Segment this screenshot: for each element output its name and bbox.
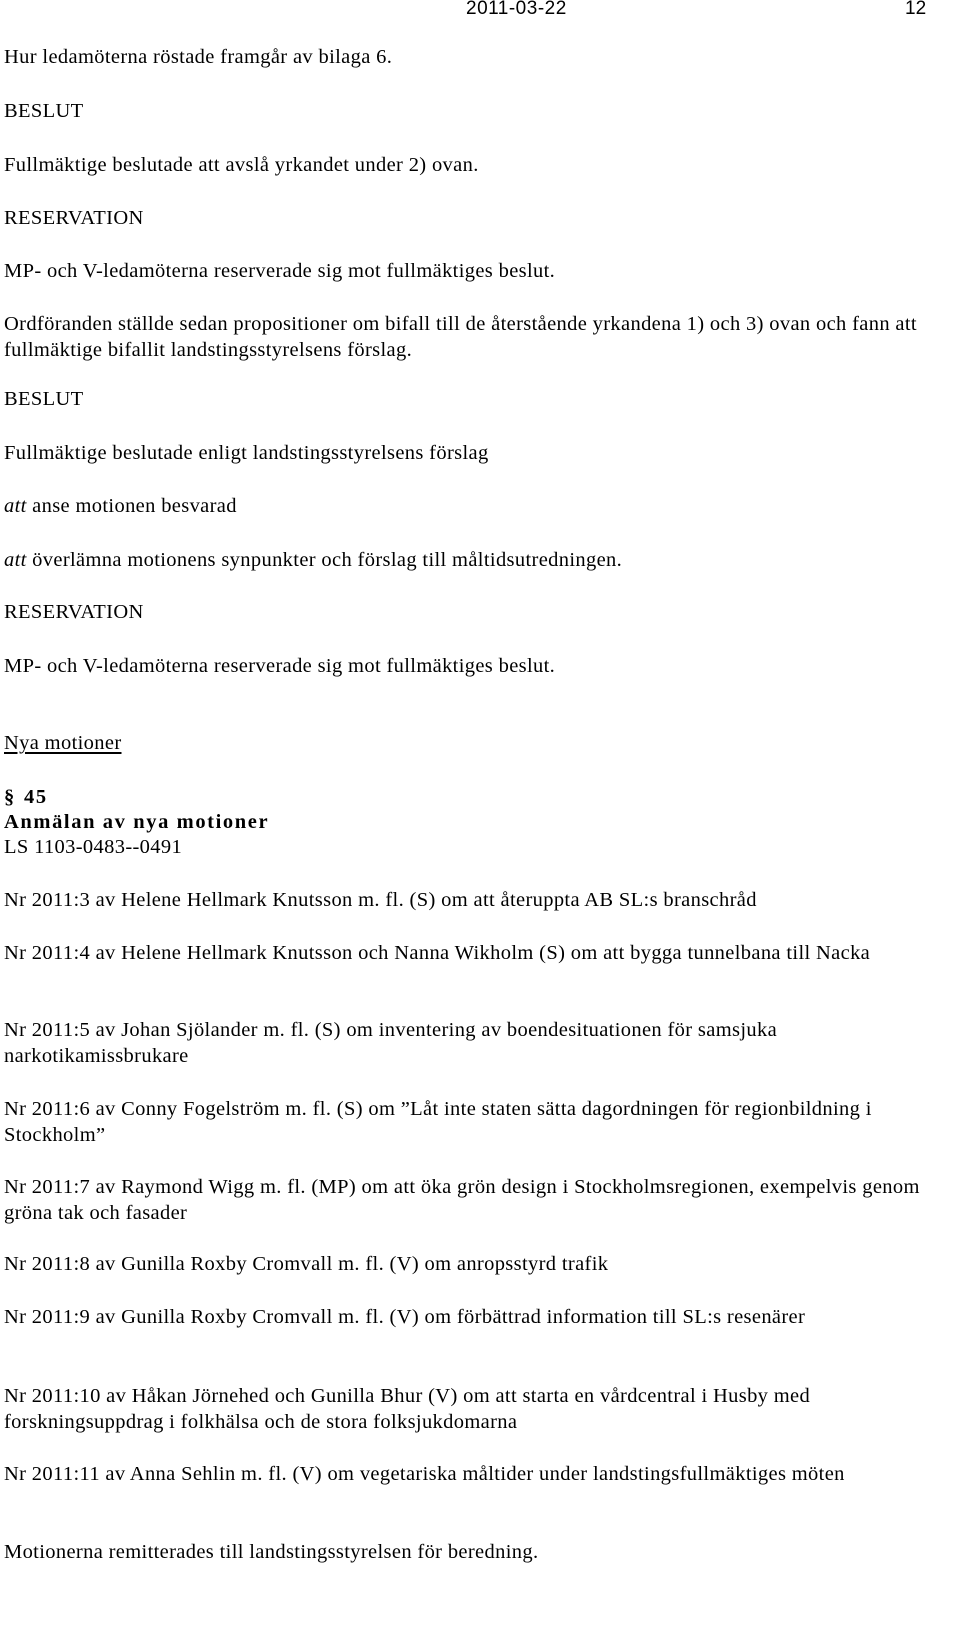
- nya-motioner-heading: Nya motioner: [4, 732, 122, 754]
- att-item: [4, 494, 956, 519]
- agenda-item-title: Anmälan av nya motioner: [4, 811, 270, 833]
- att-item-text: anse motionen besvarad: [26, 495, 237, 517]
- beslut-heading: BESLUT: [4, 100, 84, 122]
- closing-text: Motionerna remitterades till landstingsstyrelsen för beredning.: [4, 1541, 539, 1563]
- reservation-heading-2: RESERVATION: [4, 601, 144, 623]
- motion-item: Nr 2011:5 av Johan Sjölander m. fl. (S) om inventering av boendesituationen för samsjuka narkotikamissbrukare: [4, 1019, 778, 1067]
- motion-item: Nr 2011:11 av Anna Sehlin m. fl. (V) om vegetariska måltider under landstingsfullmäktiges möten: [4, 1463, 845, 1485]
- page-number: 12: [905, 0, 927, 19]
- att-label: att: [4, 549, 27, 571]
- motion-item: Nr 2011:3 av Helene Hellmark Knutsson m. fl. (S) om att återuppta AB SL:s branschråd: [4, 889, 757, 911]
- att-item: [4, 548, 956, 573]
- motion-item: Nr 2011:8 av Gunilla Roxby Cromvall m. fl. (V) om anropsstyrd trafik: [4, 1253, 609, 1275]
- motion-item: Nr 2011:10 av Håkan Jörnehed och Gunilla Bhur (V) om att starta en vårdcentral i Husby med forskningsuppdrag i folkhälsa och de stora folksjukdomarna: [4, 1385, 811, 1433]
- att-label: att: [4, 495, 27, 517]
- paragraph-number: [4, 785, 956, 810]
- beslut-heading-2: BESLUT: [4, 388, 84, 410]
- reservation-text: MP- och V-ledamöterna reserverade sig mot fullmäktiges beslut.: [4, 260, 556, 282]
- reference-number: LS 1103-0483--0491: [4, 836, 183, 858]
- reservation-heading: RESERVATION: [4, 207, 144, 229]
- att-item-text: överlämna motionens synpunkter och förslag till måltidsutredningen.: [26, 549, 623, 571]
- section-heading: [4, 731, 956, 756]
- motion-item: Nr 2011:9 av Gunilla Roxby Cromvall m. fl. (V) om förbättrad information till SL:s resenärer: [4, 1306, 806, 1328]
- votes-note: Hur ledamöterna röstade framgår av bilaga 6.: [4, 46, 393, 68]
- beslut-text: Fullmäktige beslutade att avslå yrkandet under 2) ovan.: [4, 154, 479, 176]
- header-date: 2011-03-22: [466, 0, 567, 19]
- ordforanden-paragraph: Ordföranden ställde sedan propositioner om bifall till de återstående yrkandena 1) och 3) ovan och fann att fullmäktige bifallit landstingsstyrelsens förslag.: [4, 313, 917, 361]
- motion-item: Nr 2011:7 av Raymond Wigg m. fl. (MP) om att öka grön design i Stockholmsregionen, exempelvis genom gröna tak och fasader: [4, 1176, 920, 1224]
- motion-item: Nr 2011:4 av Helene Hellmark Knutsson och Nanna Wikholm (S) om att bygga tunnelbana till Nacka: [4, 942, 871, 964]
- beslut-text-2: Fullmäktige beslutade enligt landstingsstyrelsens förslag: [4, 442, 489, 464]
- paragraph-number-value: 45: [24, 786, 48, 808]
- reservation-text-2: MP- och V-ledamöterna reserverade sig mot fullmäktiges beslut.: [4, 655, 556, 677]
- section-sign-icon: §: [4, 786, 16, 808]
- motion-item: Nr 2011:6 av Conny Fogelström m. fl. (S) om ”Låt inte staten sätta dagordningen för regionbildning i Stockholm”: [4, 1098, 872, 1146]
